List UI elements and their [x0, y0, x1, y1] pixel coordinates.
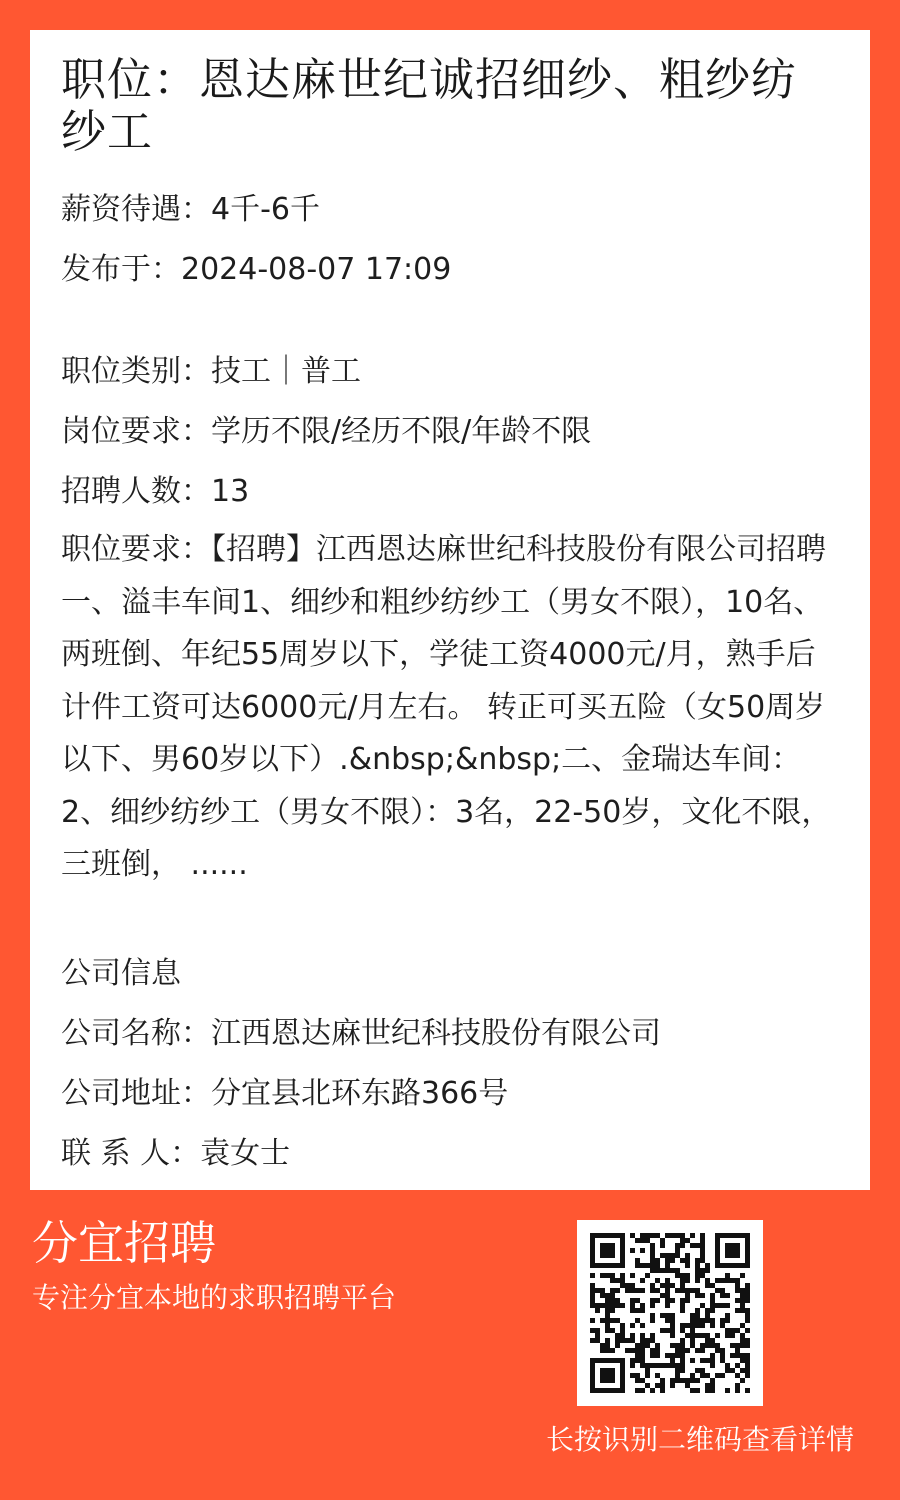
job-description: 职位要求：【招聘】江西恩达麻世纪科技股份有限公司招聘一、溢丰车间1、细纱和粗纱纺纱工（男女不限），10名、两班倒、年纪55周岁以下，学徒工资4000元/月，熟手后计件工资可达6000元/月左右。 转正可买五险（女50周岁以下、男60岁以下）.&nbsp;&nbsp;二、金瑞达车间：2、细纱纺纱工（男女不限）：3名，22-50岁，文化不限，三班倒， ......: [61, 532, 832, 882]
company-section-title: 公司信息: [61, 955, 181, 991]
job-card: [30, 30, 870, 1190]
company-address: 公司地址：分宜县北环东路366号: [61, 1075, 509, 1111]
spacer: [61, 892, 840, 944]
qr-code[interactable]: [577, 1220, 763, 1406]
qr-hint: 长按识别二维码查看详情: [545, 1423, 854, 1456]
brand-name: 分宜招聘: [32, 1216, 216, 1270]
publish-date: 发布于：2024-08-07 17:09: [61, 252, 452, 287]
company-name: 公司名称：江西恩达麻世纪科技股份有限公司: [61, 1015, 661, 1051]
spacer: [61, 300, 840, 342]
job-requirements: 岗位要求：学历不限/经历不限/年龄不限: [61, 414, 592, 449]
company-contact: 联 系 人：袁女士: [61, 1135, 291, 1171]
brand-tagline: 专注分宜本地的求职招聘平台: [32, 1281, 397, 1314]
qr-code-icon: [590, 1233, 750, 1393]
job-title: 职位：恩达麻世纪诚招细纱、粗纱纺纱工: [61, 53, 798, 158]
job-category: 职位类别：技工｜普工: [61, 354, 361, 389]
salary: 薪资待遇：4千-6千: [61, 192, 320, 227]
headcount: 招聘人数：13: [61, 474, 250, 509]
